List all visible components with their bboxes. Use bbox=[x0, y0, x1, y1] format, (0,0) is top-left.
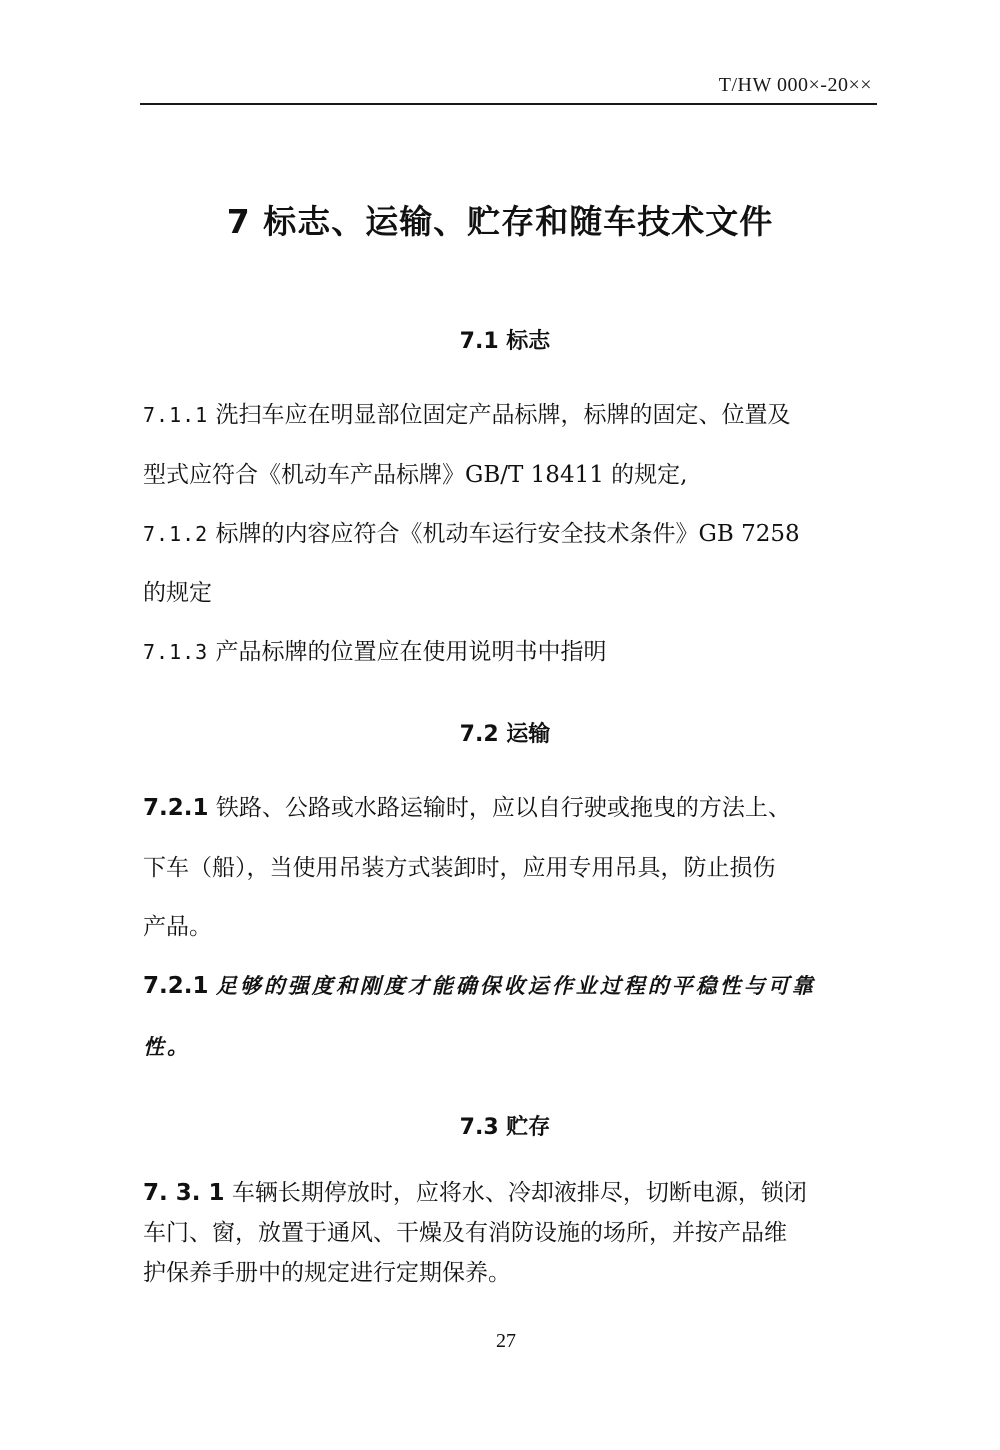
clause-number: 7.2.1 bbox=[143, 973, 209, 999]
clause-number: 7.1.2 bbox=[143, 522, 209, 546]
clause-7-3-1-continued-2: 护保养手册中的规定进行定期保养。 bbox=[143, 1260, 511, 1286]
section-title-7-2: 7.2 运输 bbox=[459, 722, 551, 747]
clause-text: 足够的强度和刚度才能确保收运作业过程的平稳性与可靠 bbox=[215, 974, 816, 998]
clause-number: 7.2.1 bbox=[143, 795, 209, 821]
clause-number: 7.1.1 bbox=[143, 403, 209, 427]
clause-7-2-1-second-continued: 性。 bbox=[143, 1035, 191, 1059]
clause-7-2-1-continued-2: 产品。 bbox=[143, 914, 212, 940]
clause-7-2-1 bbox=[143, 793, 883, 823]
section-title-7-3: 7.3 贮存 bbox=[459, 1115, 551, 1140]
clause-7-1-1 bbox=[143, 400, 883, 430]
clause-7-2-1-second bbox=[143, 971, 883, 1001]
header-rule bbox=[140, 103, 877, 105]
clause-text: 车辆长期停放时，应将水、冷却液排尽，切断电源，锁闭 bbox=[231, 1180, 807, 1206]
clause-7-3-1 bbox=[143, 1178, 883, 1208]
clause-text: 产品标牌的位置应在使用说明书中指明 bbox=[215, 639, 607, 665]
clause-text: 标牌的内容应符合《机动车运行安全技术条件》GB 7258 bbox=[215, 521, 800, 547]
clause-7-1-2-continued: 的规定 bbox=[143, 580, 212, 606]
page-number: 27 bbox=[496, 1330, 516, 1352]
clause-7-3-1-continued: 车门、窗，放置于通风、干燥及有消防设施的场所，并按产品维 bbox=[143, 1220, 787, 1246]
clause-7-1-1-continued: 型式应符合《机动车产品标牌》GB/T 18411 的规定, bbox=[143, 462, 688, 488]
clause-7-2-1-continued: 下车（船），当使用吊装方式装卸时，应用专用吊具，防止损伤 bbox=[143, 855, 776, 881]
clause-7-1-3 bbox=[143, 637, 883, 667]
chapter-title: 7 标志、运输、贮存和随车技术文件 bbox=[226, 202, 774, 241]
clause-text: 洗扫车应在明显部位固定产品标牌，标牌的固定、位置及 bbox=[215, 402, 791, 428]
standard-code: T/HW 000×-20×× bbox=[718, 74, 872, 96]
section-title-7-1: 7.1 标志 bbox=[459, 329, 551, 354]
clause-number: 7. 3. 1 bbox=[143, 1180, 225, 1206]
clause-text: 铁路、公路或水路运输时，应以自行驶或拖曳的方法上、 bbox=[215, 795, 791, 821]
clause-7-1-2 bbox=[143, 519, 883, 549]
clause-number: 7.1.3 bbox=[143, 640, 209, 664]
